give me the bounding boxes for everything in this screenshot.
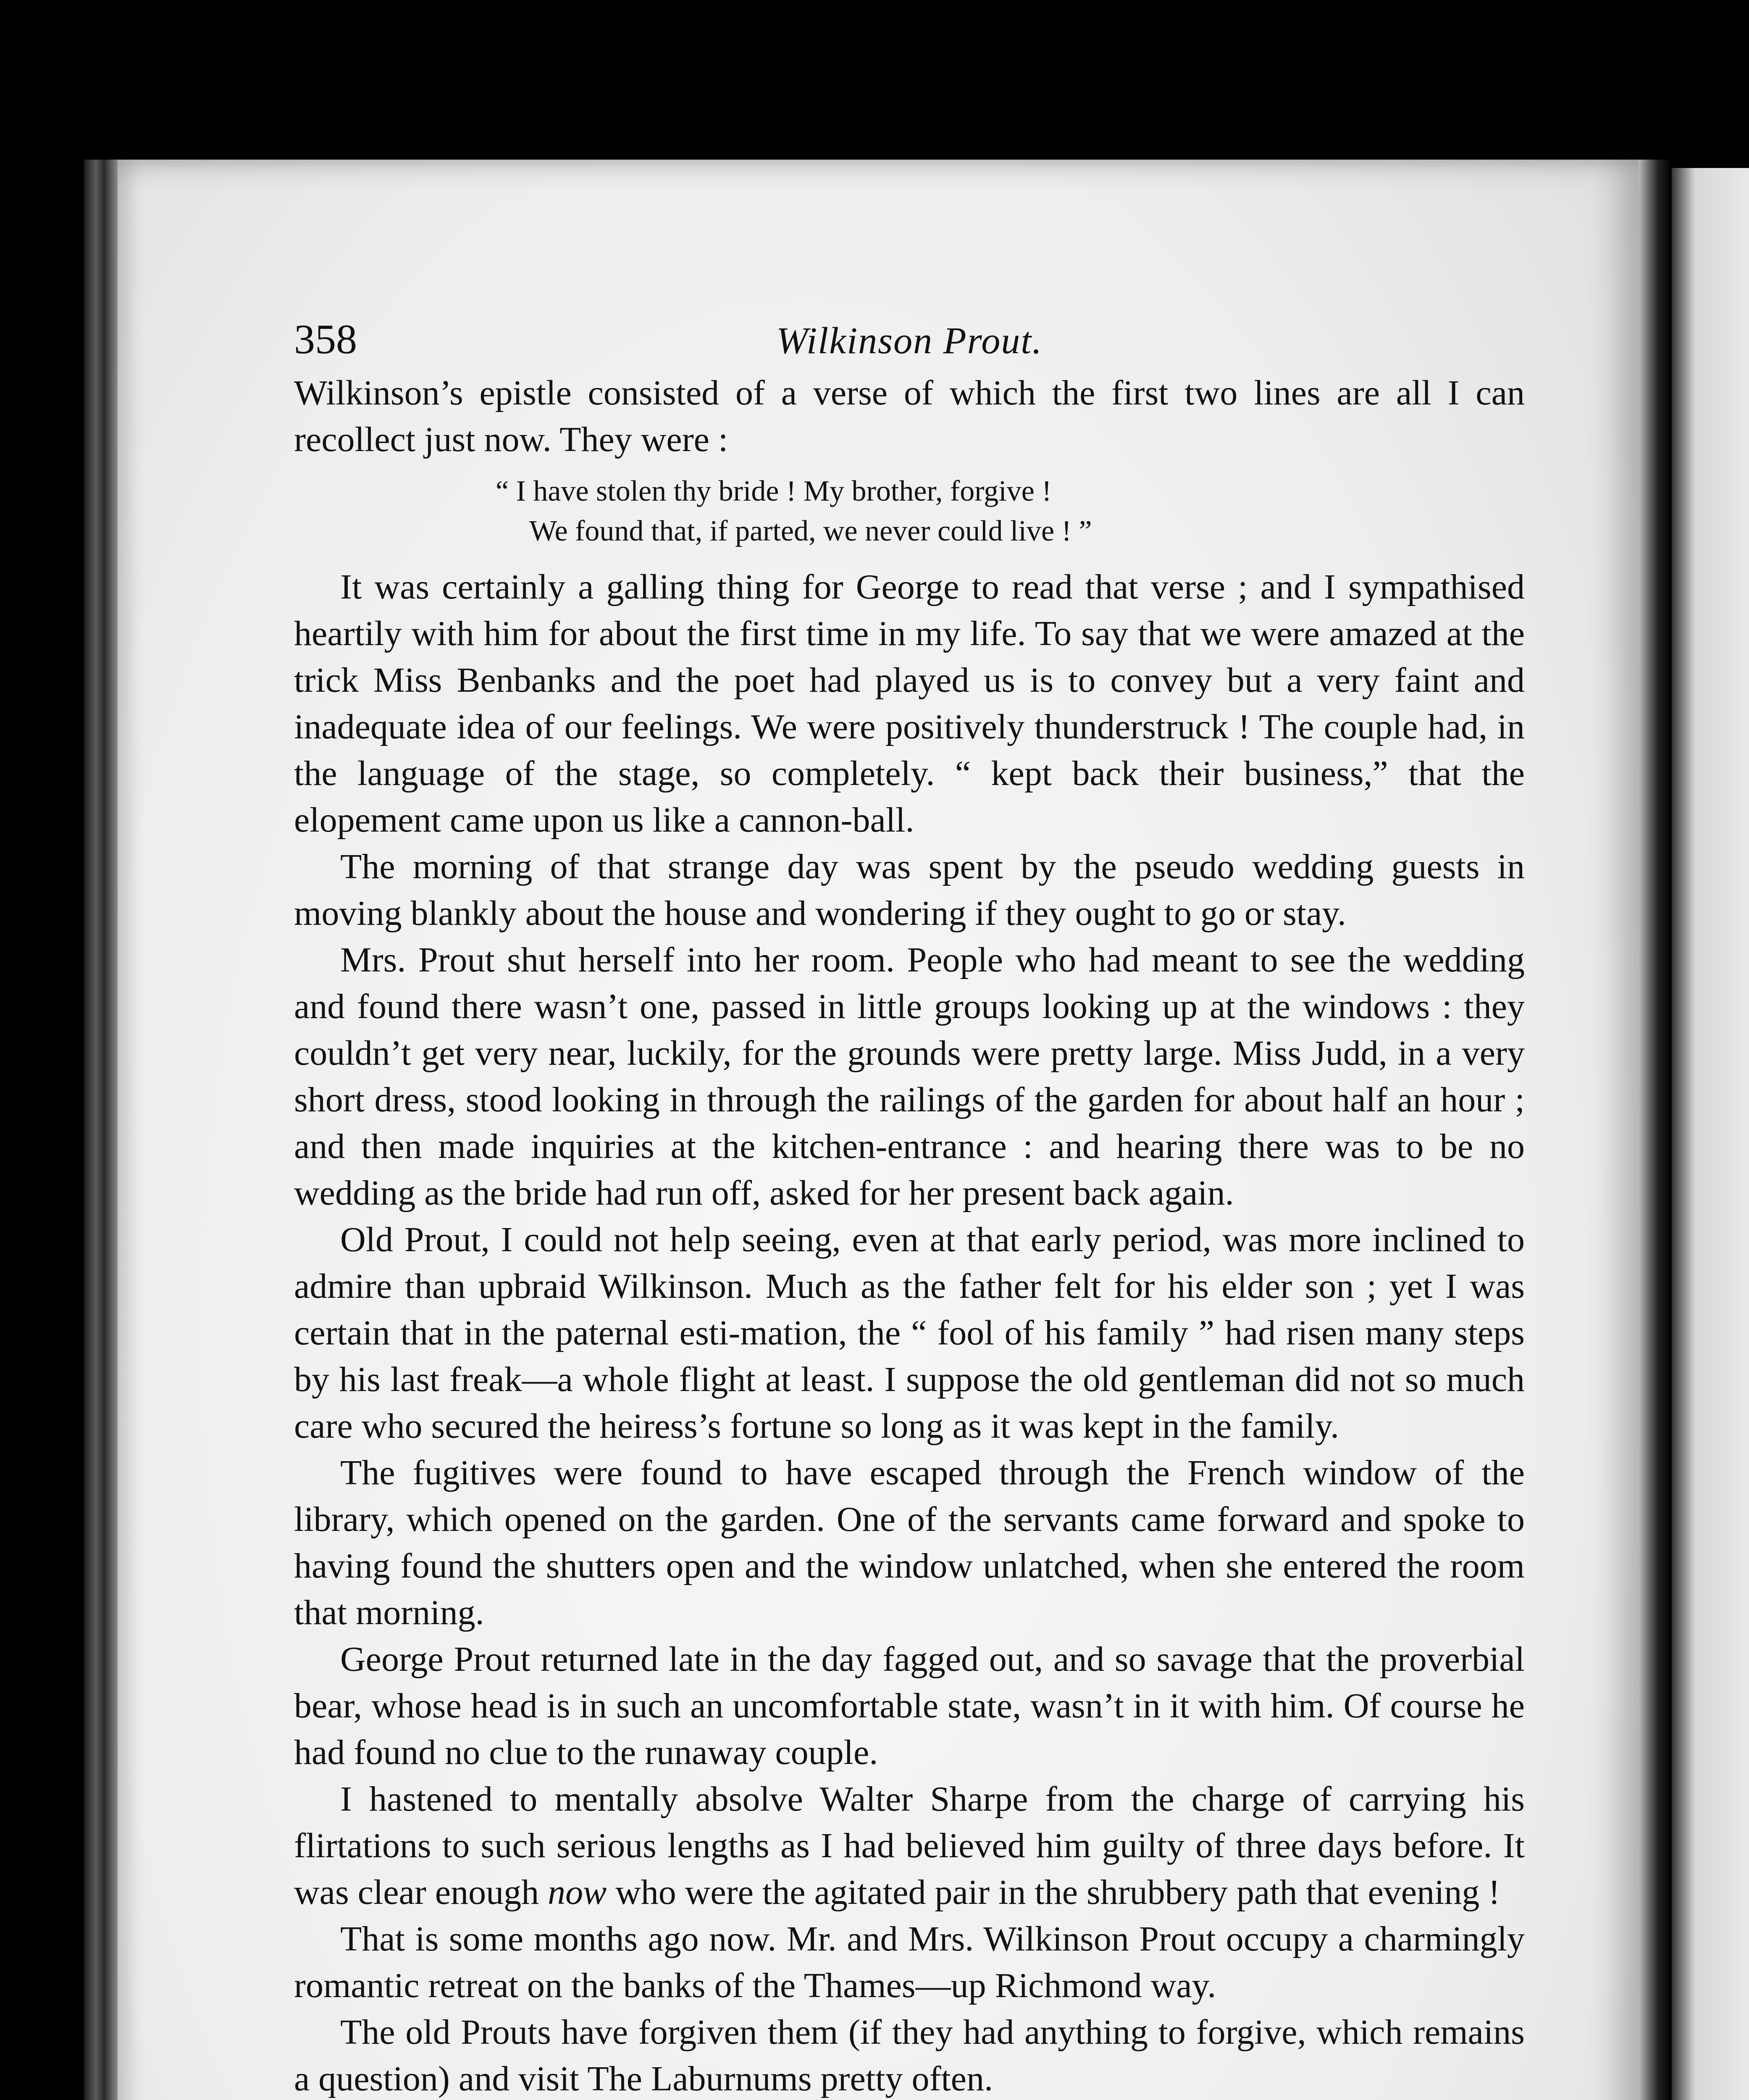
paragraph: The fugitives were found to have escaped through the French window of the library, which opened on the garden. One of the servants came forward and spoke to having found the shutters open and the window unlatched, when she entered the room that morning. <box>294 1453 1525 1632</box>
page-gutter <box>1638 160 1672 2100</box>
paragraph: Old Prout, I could not help seeing, even at that early period, was more inclined to admire than upbraid Wilkinson. Much as the father felt for his elder son ; yet I was certain that in the paternal esti-mation, the “ fool of his family ” had risen many steps by his last freak—a whole flight at least. I suppose the old gentleman did not so much care who secured the heiress’s fortune so long as it was kept in the family. <box>294 1220 1525 1446</box>
verse-quote <box>294 471 1525 551</box>
verse-line: We found that, if parted, we never could live ! ” <box>529 515 1092 547</box>
paragraph-text: I hastened to mentally absolve Walter Sharpe from the charge of carrying his flirtations to such serious lengths as I had believed him guilty of three days before. It was clear enough <box>294 1780 1525 1912</box>
next-page-edge <box>1672 168 1749 2100</box>
page-number: 358 <box>294 316 357 362</box>
paragraph: It was certainly a galling thing for George to read that verse ; and I sympathised heartily with him for about the first time in my life. To say that we were amazed at the trick Miss Benbanks and the poet had played us is to convey but a very faint and inadequate idea of our feelings. We were positively thunderstruck ! The couple had, in the language of the stage, so completely. “ kept back their business,” that the elopement came upon us like a cannon-ball. <box>294 567 1525 840</box>
body-text <box>176 370 1525 2100</box>
book-spine-edge <box>84 160 118 2100</box>
paragraph: George Prout returned late in the day fagged out, and so savage that the proverbial bear, whose head is in such an uncomfortable state, wasn’t in it with him. Of course he had found no clue to the runaway couple. <box>294 1640 1525 1772</box>
running-title: Wilkinson Prout. <box>776 320 1043 362</box>
running-head <box>176 302 1516 370</box>
page-content <box>176 302 1525 2100</box>
emphasis-text: now <box>548 1873 607 1912</box>
paragraph: Mrs. Prout shut herself into her room. People who had meant to see the wedding and found there wasn’t one, passed in little groups looking up at the windows : they couldn’t get very near, luckily, for the grounds were pretty large. Miss Judd, in a very short dress, stood looking in through the railings of the garden for about half an hour ; and then made inquiries at the kitchen-entrance : and hearing there was to be no wedding as the bride had run off, asked for her present back again. <box>294 940 1525 1213</box>
paragraph: The morning of that strange day was spent by the pseudo wedding guests in moving blankly about the house and wondering if they ought to go or stay. <box>294 847 1525 933</box>
paragraph: That is some months ago now. Mr. and Mrs. Wilkinson Prout occupy a charmingly romantic retreat on the banks of the Thames—up Richmond way. <box>294 1919 1525 2005</box>
paragraph <box>294 1776 1525 1916</box>
verse-line: “ I have stolen thy bride ! My brother, forgive ! <box>496 475 1052 507</box>
intro-paragraph: Wilkinson’s epistle consisted of a verse of which the first two lines are all I can recollect just now. They were : <box>294 373 1525 459</box>
paragraph: The old Prouts have forgiven them (if they had anything to forgive, which remains a question) and visit The Laburnums pretty often. <box>294 2013 1525 2098</box>
paragraph-text: who were the agitated pair in the shrubbery path that evening ! <box>607 1873 1500 1912</box>
